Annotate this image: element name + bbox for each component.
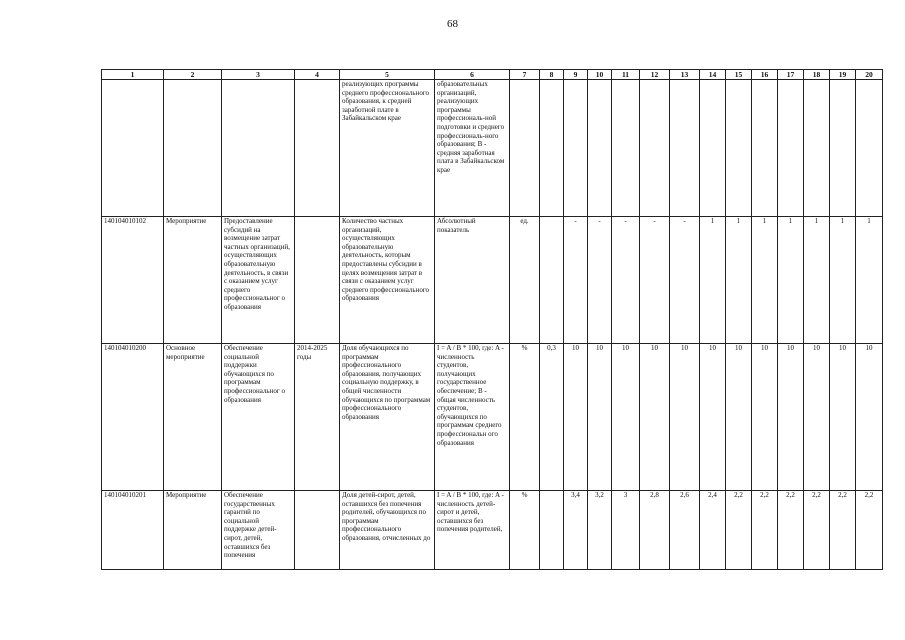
header-cell: 19 bbox=[830, 70, 856, 80]
value-cell: 10 bbox=[804, 344, 830, 491]
method-cell: образовательных организаций, реализующих программы профессиональ-ной подготовки и среднего профессиональ-ного образования; В - средняя заработная плата в Забайкальском крае bbox=[435, 80, 510, 217]
indicator-cell: реализующих программы среднего профессионального образования, к средней заработной плате в Забайкальском крае bbox=[340, 80, 435, 217]
header-cell: 12 bbox=[640, 70, 670, 80]
header-cell: 14 bbox=[700, 70, 726, 80]
table-row bbox=[102, 491, 883, 570]
value-cell: 3,4 bbox=[564, 491, 588, 570]
value-cell bbox=[700, 80, 726, 217]
value-cell: 10 bbox=[778, 344, 804, 491]
value-cell: 2,2 bbox=[856, 491, 883, 570]
value-cell: 10 bbox=[726, 344, 752, 491]
header-cell: 20 bbox=[856, 70, 883, 80]
program-code-cell: 140104010200 bbox=[102, 344, 164, 491]
indicator-cell: Доля обучающихся по программам профессионального образования, получающих социальную поддержку, в общей численности обучающихся по программам профессионального образования bbox=[340, 344, 435, 491]
header-cell: 3 bbox=[222, 70, 295, 80]
value-cell: 1 bbox=[804, 217, 830, 344]
value-cell: 10 bbox=[856, 344, 883, 491]
program-code-cell bbox=[102, 80, 164, 217]
event-name-cell: Обеспечение социальной поддержки обучающихся по программам профессиональног о образования bbox=[222, 344, 295, 491]
event-name-cell: Обеспечение государственных гарантий по социальной поддержке детей-сирот, детей, оставшихся без попечения bbox=[222, 491, 295, 570]
value-cell: 3,2 bbox=[588, 491, 612, 570]
unit-cell: % bbox=[510, 344, 540, 491]
value-cell: - bbox=[588, 217, 612, 344]
value-cell: 10 bbox=[564, 344, 588, 491]
value-cell: 10 bbox=[588, 344, 612, 491]
unit-cell: ед. bbox=[510, 217, 540, 344]
header-cell: 7 bbox=[510, 70, 540, 80]
period-cell bbox=[295, 217, 340, 344]
indicator-cell: Количество частных организаций, осуществляющих образовательную деятельность, которым предоставлены субсидии в целях возмещения затрат в связи с оказанием услуг среднего профессионального образования bbox=[340, 217, 435, 344]
value-cell bbox=[778, 80, 804, 217]
header-cell: 1 bbox=[102, 70, 164, 80]
event-type-cell: Основное мероприятие bbox=[164, 344, 222, 491]
value-cell: 2,4 bbox=[700, 491, 726, 570]
value-cell: 2,2 bbox=[752, 491, 778, 570]
value-cell: 1 bbox=[856, 217, 883, 344]
value-cell: 2,2 bbox=[726, 491, 752, 570]
value-cell bbox=[612, 80, 640, 217]
data-table bbox=[101, 69, 883, 570]
indicator-cell: Доля детей-сирот, детей, оставшихся без попечения родителей, обучающихся по программам профессионального образования, отчисленных до bbox=[340, 491, 435, 570]
value-cell bbox=[564, 80, 588, 217]
value-cell: 2,2 bbox=[778, 491, 804, 570]
value-cell: 2,8 bbox=[640, 491, 670, 570]
header-cell: 13 bbox=[670, 70, 700, 80]
value-cell bbox=[640, 80, 670, 217]
value-cell bbox=[540, 80, 564, 217]
value-cell: 0,3 bbox=[540, 344, 564, 491]
value-cell: 10 bbox=[752, 344, 778, 491]
unit-cell bbox=[510, 80, 540, 217]
value-cell: 1 bbox=[752, 217, 778, 344]
method-cell: I = A / B * 100, где: A - численность студентов, получающих государственное обеспечение; B - общая численность студентов, обучающихся по программам среднего профессиональн ого образования bbox=[435, 344, 510, 491]
period-cell bbox=[295, 491, 340, 570]
program-code-cell: 140104010102 bbox=[102, 217, 164, 344]
table-row bbox=[102, 217, 883, 344]
event-name-cell bbox=[222, 80, 295, 217]
value-cell: 2,6 bbox=[670, 491, 700, 570]
value-cell: 10 bbox=[670, 344, 700, 491]
value-cell: 10 bbox=[830, 344, 856, 491]
value-cell: 1 bbox=[726, 217, 752, 344]
value-cell: 10 bbox=[700, 344, 726, 491]
value-cell: - bbox=[670, 217, 700, 344]
method-cell: I = A / B * 100, где: A - численность детей-сирот и детей, оставшихся без попечения родителей, bbox=[435, 491, 510, 570]
table-row bbox=[102, 80, 883, 217]
event-name-cell: Предоставление субсидий на возмещение затрат частных организаций, осуществляющих образовательную деятельность, в связи с оказанием услуг среднего профессиональног о образования bbox=[222, 217, 295, 344]
header-cell: 9 bbox=[564, 70, 588, 80]
header-row bbox=[102, 70, 883, 80]
value-cell: - bbox=[612, 217, 640, 344]
header-cell: 6 bbox=[435, 70, 510, 80]
value-cell bbox=[752, 80, 778, 217]
value-cell: 3 bbox=[612, 491, 640, 570]
page-number: 68 bbox=[447, 18, 458, 30]
header-cell: 17 bbox=[778, 70, 804, 80]
unit-cell: % bbox=[510, 491, 540, 570]
value-cell bbox=[856, 80, 883, 217]
header-cell: 10 bbox=[588, 70, 612, 80]
program-code-cell: 140104010201 bbox=[102, 491, 164, 570]
header-cell: 15 bbox=[726, 70, 752, 80]
value-cell bbox=[588, 80, 612, 217]
value-cell: 1 bbox=[778, 217, 804, 344]
value-cell: - bbox=[640, 217, 670, 344]
header-cell: 5 bbox=[340, 70, 435, 80]
value-cell: 10 bbox=[612, 344, 640, 491]
value-cell: 10 bbox=[640, 344, 670, 491]
value-cell bbox=[726, 80, 752, 217]
value-cell: 2,2 bbox=[830, 491, 856, 570]
period-cell: 2014-2025 годы bbox=[295, 344, 340, 491]
value-cell: - bbox=[564, 217, 588, 344]
table-row bbox=[102, 344, 883, 491]
value-cell: 1 bbox=[830, 217, 856, 344]
event-type-cell: Мероприятие bbox=[164, 217, 222, 344]
header-cell: 18 bbox=[804, 70, 830, 80]
method-cell: Абсолютный показатель bbox=[435, 217, 510, 344]
value-cell bbox=[804, 80, 830, 217]
event-type-cell bbox=[164, 80, 222, 217]
header-cell: 16 bbox=[752, 70, 778, 80]
header-cell: 11 bbox=[612, 70, 640, 80]
value-cell bbox=[670, 80, 700, 217]
value-cell bbox=[540, 217, 564, 344]
value-cell bbox=[830, 80, 856, 217]
header-cell: 2 bbox=[164, 70, 222, 80]
event-type-cell: Мероприятие bbox=[164, 491, 222, 570]
value-cell bbox=[540, 491, 564, 570]
header-cell: 4 bbox=[295, 70, 340, 80]
period-cell bbox=[295, 80, 340, 217]
value-cell: 2,2 bbox=[804, 491, 830, 570]
header-cell: 8 bbox=[540, 70, 564, 80]
value-cell: 1 bbox=[700, 217, 726, 344]
